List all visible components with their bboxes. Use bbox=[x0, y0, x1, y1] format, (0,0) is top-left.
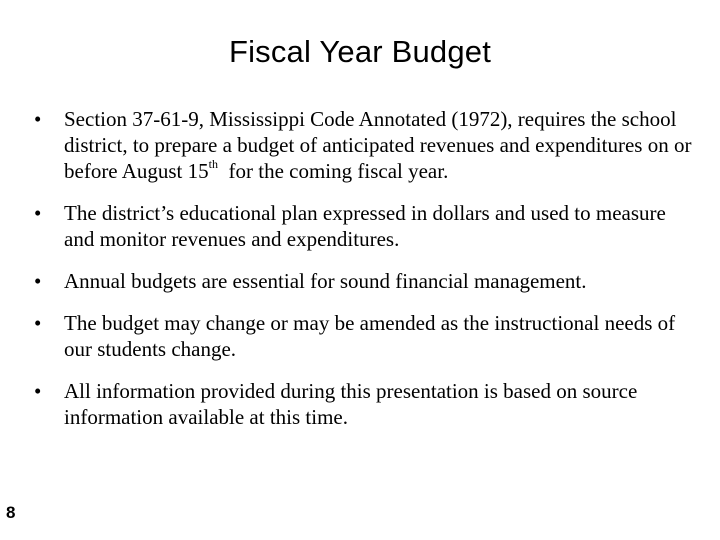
bullet-text: Annual budgets are essential for sound financial management. bbox=[64, 269, 587, 293]
bullet-list bbox=[30, 106, 700, 430]
bullet-dot: • bbox=[34, 201, 42, 225]
bullet-text: The budget may change or may be amended as the instructional needs of our students change. bbox=[64, 311, 676, 361]
bullet-text-part: for the coming fiscal year. bbox=[218, 159, 449, 183]
bullet-text bbox=[64, 107, 691, 183]
slide-title: Fiscal Year Budget bbox=[228, 34, 492, 69]
bullet-item bbox=[30, 268, 700, 294]
bullet-item bbox=[30, 106, 700, 184]
bullet-text: All information provided during this presentation is based on source information available at this time. bbox=[64, 379, 638, 429]
bullet-text: The district’s educational plan expressed in dollars and used to measure and monitor revenues and expenditures. bbox=[64, 201, 666, 251]
bullet-item bbox=[30, 310, 700, 362]
bullet-dot: • bbox=[34, 107, 42, 131]
bullet-dot: • bbox=[34, 311, 42, 335]
bullet-dot: • bbox=[34, 269, 42, 293]
slide-number: 8 bbox=[6, 503, 16, 522]
bullet-item bbox=[30, 378, 700, 430]
ordinal-superscript: th bbox=[208, 157, 218, 171]
bullet-dot: • bbox=[34, 379, 42, 403]
bullet-text-part: Section 37-61-9, Mississippi Code Annotated (1972), requires the school district, to prepare a budget of anticipated revenues and expenditures on or before August 15 bbox=[64, 107, 692, 183]
bullet-item bbox=[30, 200, 700, 252]
